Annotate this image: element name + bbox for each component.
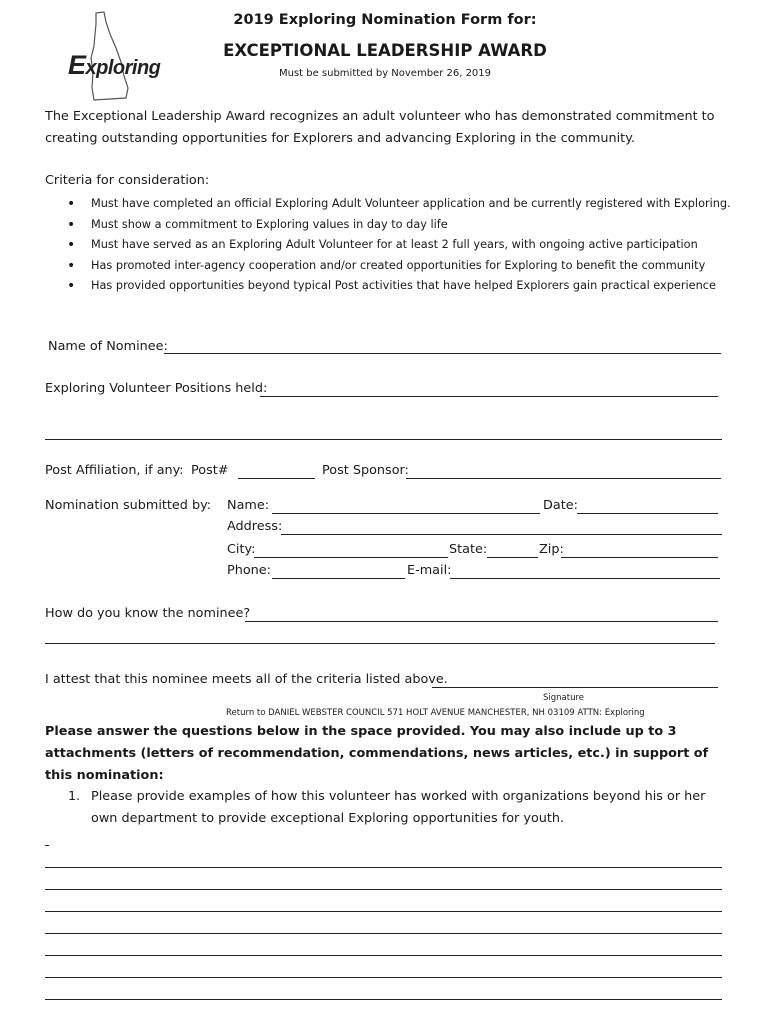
date-field[interactable] (577, 513, 718, 514)
post-number-field[interactable] (238, 478, 315, 479)
positions-field-line-2[interactable] (45, 439, 722, 440)
post-affiliation-label: Post Affiliation, if any: (45, 463, 184, 478)
city-label: City: (227, 542, 256, 557)
deadline-text: Must be submitted by November 26, 2019 (278, 68, 492, 79)
address-label: Address: (227, 519, 283, 534)
post-number-label: Post# (191, 463, 229, 478)
positions-field[interactable] (260, 396, 718, 397)
stray-mark (45, 845, 49, 846)
nominee-name-field[interactable] (164, 353, 721, 354)
email-field[interactable] (450, 578, 720, 579)
zip-label: Zip: (539, 542, 564, 557)
intro-paragraph: The Exceptional Leadership Award recognizes an adult volunteer who has demonstrated commitment to creating outstanding opportunities for Explorers and advancing Exploring in the community. (45, 109, 715, 146)
positions-label: Exploring Volunteer Positions held: (45, 381, 268, 396)
form-title: 2019 Exploring Nomination Form for: (233, 12, 537, 28)
instructions-paragraph: Please answer the questions below in the space provided. You may also include up to 3 attachments (letters of recommendation, commendations, news articles, etc.) in support of this nomination: (45, 724, 709, 783)
know-nominee-label: How do you know the nominee? (45, 606, 251, 621)
post-sponsor-label: Post Sponsor: (322, 463, 409, 478)
submitted-by-label: Nomination submitted by: (45, 498, 212, 513)
award-title: EXCEPTIONAL LEADERSHIP AWARD (223, 41, 547, 60)
address-field[interactable] (281, 534, 722, 535)
logo-wordmark: Exploring (68, 50, 161, 80)
criteria-item: • Must show a commitment to Exploring values in day to day life (45, 215, 735, 236)
criteria-item: • Has promoted inter-agency cooperation and/or created opportunities for Exploring to benefit the community (45, 256, 735, 277)
know-nominee-field[interactable] (245, 621, 718, 622)
question-text: Please provide examples of how this volunteer has worked with organizations beyond his or her own department to provide exceptional Exploring opportunities for youth. (91, 789, 706, 826)
signature-caption: Signature (543, 693, 585, 703)
question-1 (68, 786, 728, 830)
state-field[interactable] (487, 557, 538, 558)
answer-line[interactable] (45, 911, 722, 912)
return-address: Return to DANIEL WEBSTER COUNCIL 571 HOLT AVENUE MANCHESTER, NH 03109 ATTN: Exploring (226, 708, 645, 718)
submitter-name-field[interactable] (272, 513, 540, 514)
signature-field[interactable] (432, 687, 718, 688)
date-label: Date: (543, 498, 578, 513)
question-number: 1. (68, 789, 81, 804)
answer-line[interactable] (45, 867, 722, 868)
criteria-item: • Has provided opportunities beyond typical Post activities that have helped Explorers gain practical experience (45, 276, 735, 297)
phone-field[interactable] (272, 578, 405, 579)
know-nominee-field-line-2[interactable] (45, 643, 715, 644)
state-label: State: (449, 542, 488, 557)
answer-line[interactable] (45, 955, 722, 956)
phone-label: Phone: (227, 563, 271, 578)
zip-field[interactable] (561, 557, 718, 558)
post-sponsor-field[interactable] (406, 478, 721, 479)
criteria-list (45, 194, 735, 297)
attest-label: I attest that this nominee meets all of the criteria listed above. (45, 672, 448, 687)
answer-line[interactable] (45, 889, 722, 890)
criteria-heading: Criteria for consideration: (45, 173, 210, 188)
criteria-item: • Must have completed an official Exploring Adult Volunteer application and be currently registered with Exploring. (45, 194, 735, 215)
answer-line[interactable] (45, 999, 722, 1000)
city-field[interactable] (254, 557, 448, 558)
submitter-name-label: Name: (227, 498, 270, 513)
email-label: E-mail: (407, 563, 452, 578)
answer-line[interactable] (45, 977, 722, 978)
criteria-item: • Must have served as an Exploring Adult Volunteer for at least 2 full years, with ongoing active participation (45, 235, 735, 256)
answer-line[interactable] (45, 933, 722, 934)
nominee-name-label: Name of Nominee: (48, 339, 168, 354)
